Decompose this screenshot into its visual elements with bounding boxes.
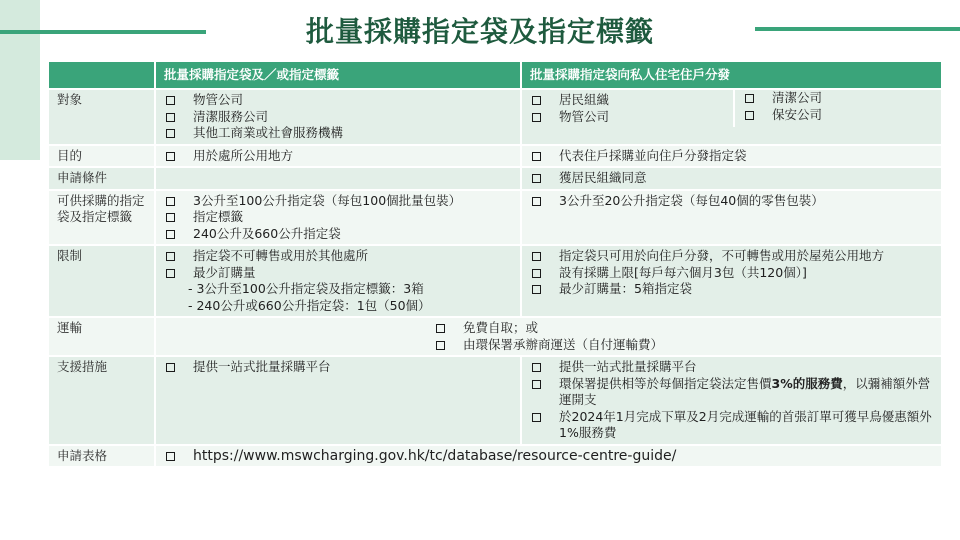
table-row-support bbox=[48, 356, 942, 445]
list-item: 保安公司 bbox=[743, 107, 933, 124]
conditions-distribution-cell bbox=[521, 167, 942, 190]
form-cell bbox=[155, 445, 942, 468]
list-item: 3公升至100公升指定袋（每包100個批量包裝） bbox=[164, 193, 512, 210]
table-row-transport bbox=[48, 317, 942, 356]
row-label: 申請條件 bbox=[48, 167, 155, 190]
table-row-form bbox=[48, 445, 942, 468]
table-header-row bbox=[48, 61, 942, 89]
sub-item: - 3公升至100公升指定袋及指定標籤：3箱 bbox=[188, 281, 424, 296]
table-row-target bbox=[48, 89, 942, 145]
list-item: 指定標籤 bbox=[164, 209, 512, 226]
list-item: 物管公司 bbox=[164, 92, 512, 109]
header-bulk-purchase: 批量採購指定袋及／或指定標籤 bbox=[155, 61, 521, 89]
row-label: 可供採購的指定袋及指定標籤 bbox=[48, 190, 155, 246]
list-item: 最少訂購量 bbox=[164, 265, 512, 282]
list-item: 清潔公司 bbox=[743, 90, 933, 107]
list-item: 免費自取；或 bbox=[434, 320, 663, 337]
application-form-link[interactable]: https://www.mswcharging.gov.hk/tc/database/resource-centre-guide/ bbox=[164, 448, 933, 465]
support-text: 環保署提供相等於每個指定袋法定售價 bbox=[559, 375, 772, 391]
row-label: 申請表格 bbox=[48, 445, 155, 468]
purpose-bulk-cell bbox=[155, 145, 521, 168]
target-bulk-cell bbox=[155, 89, 521, 145]
target-distribution-cell bbox=[521, 89, 942, 145]
purpose-distribution-cell bbox=[521, 145, 942, 168]
list-item: 由環保署承辦商運送（自付運輸費） bbox=[434, 337, 663, 354]
list-item: 於2024年1月完成下單及2月完成運輸的首張訂單可獲早鳥優惠額外1%服務費 bbox=[530, 409, 933, 442]
list-item: 最少訂購量：5箱指定袋 bbox=[530, 281, 933, 298]
list-item: 獲居民組織同意 bbox=[530, 170, 933, 187]
list-item bbox=[530, 376, 933, 409]
table-row-conditions bbox=[48, 167, 942, 190]
list-item: 居民組織 bbox=[530, 92, 733, 109]
row-label: 對象 bbox=[48, 89, 155, 145]
limits-bulk-cell bbox=[155, 245, 521, 317]
items-bulk-cell bbox=[155, 190, 521, 246]
list-item: 指定袋只可用於向住戶分發，不可轉售或用於屋苑公用地方 bbox=[530, 248, 933, 265]
list-item: 3公升至20公升指定袋（每包40個的零售包裝） bbox=[530, 193, 933, 210]
list-item: 提供一站式批量採購平台 bbox=[530, 359, 933, 376]
comparison-table bbox=[47, 60, 943, 468]
list-item: 設有採購上限[每戶每六個月3包（共120個）] bbox=[530, 265, 933, 282]
row-label: 支援措施 bbox=[48, 356, 155, 445]
list-item: 清潔服務公司 bbox=[164, 109, 512, 126]
items-distribution-cell bbox=[521, 190, 942, 246]
table-row-purpose bbox=[48, 145, 942, 168]
limits-distribution-cell bbox=[521, 245, 942, 317]
transport-cell bbox=[155, 317, 942, 356]
support-bulk-cell bbox=[155, 356, 521, 445]
list-item: 指定袋不可轉售或用於其他處所 bbox=[164, 248, 512, 265]
table-row-items bbox=[48, 190, 942, 246]
list-item: 用於處所公用地方 bbox=[164, 148, 512, 165]
support-distribution-cell bbox=[521, 356, 942, 445]
row-label: 運輸 bbox=[48, 317, 155, 356]
list-item: 240公升及660公升指定袋 bbox=[164, 226, 512, 243]
table-row-limits bbox=[48, 245, 942, 317]
support-text: ，以彌補額外營運開支 bbox=[559, 375, 931, 407]
list-item: 代表住戶採購並向住戶分發指定袋 bbox=[530, 148, 933, 165]
list-item: 其他工商業或社會服務機構 bbox=[164, 125, 512, 142]
sub-item: - 240公升或660公升指定袋：1包（50個） bbox=[188, 297, 431, 313]
header-corner bbox=[48, 61, 155, 89]
row-label: 限制 bbox=[48, 245, 155, 317]
conditions-bulk-cell bbox=[155, 167, 521, 190]
service-fee-highlight: 3%的服務費 bbox=[771, 375, 843, 391]
row-label: 目的 bbox=[48, 145, 155, 168]
list-item: 物管公司 bbox=[530, 109, 733, 126]
page-title: 批量採購指定袋及指定標籤 bbox=[305, 15, 654, 48]
header-distribution: 批量採購指定袋向私人住宅住戶分發 bbox=[521, 61, 942, 89]
list-item: 提供一站式批量採購平台 bbox=[164, 359, 512, 376]
